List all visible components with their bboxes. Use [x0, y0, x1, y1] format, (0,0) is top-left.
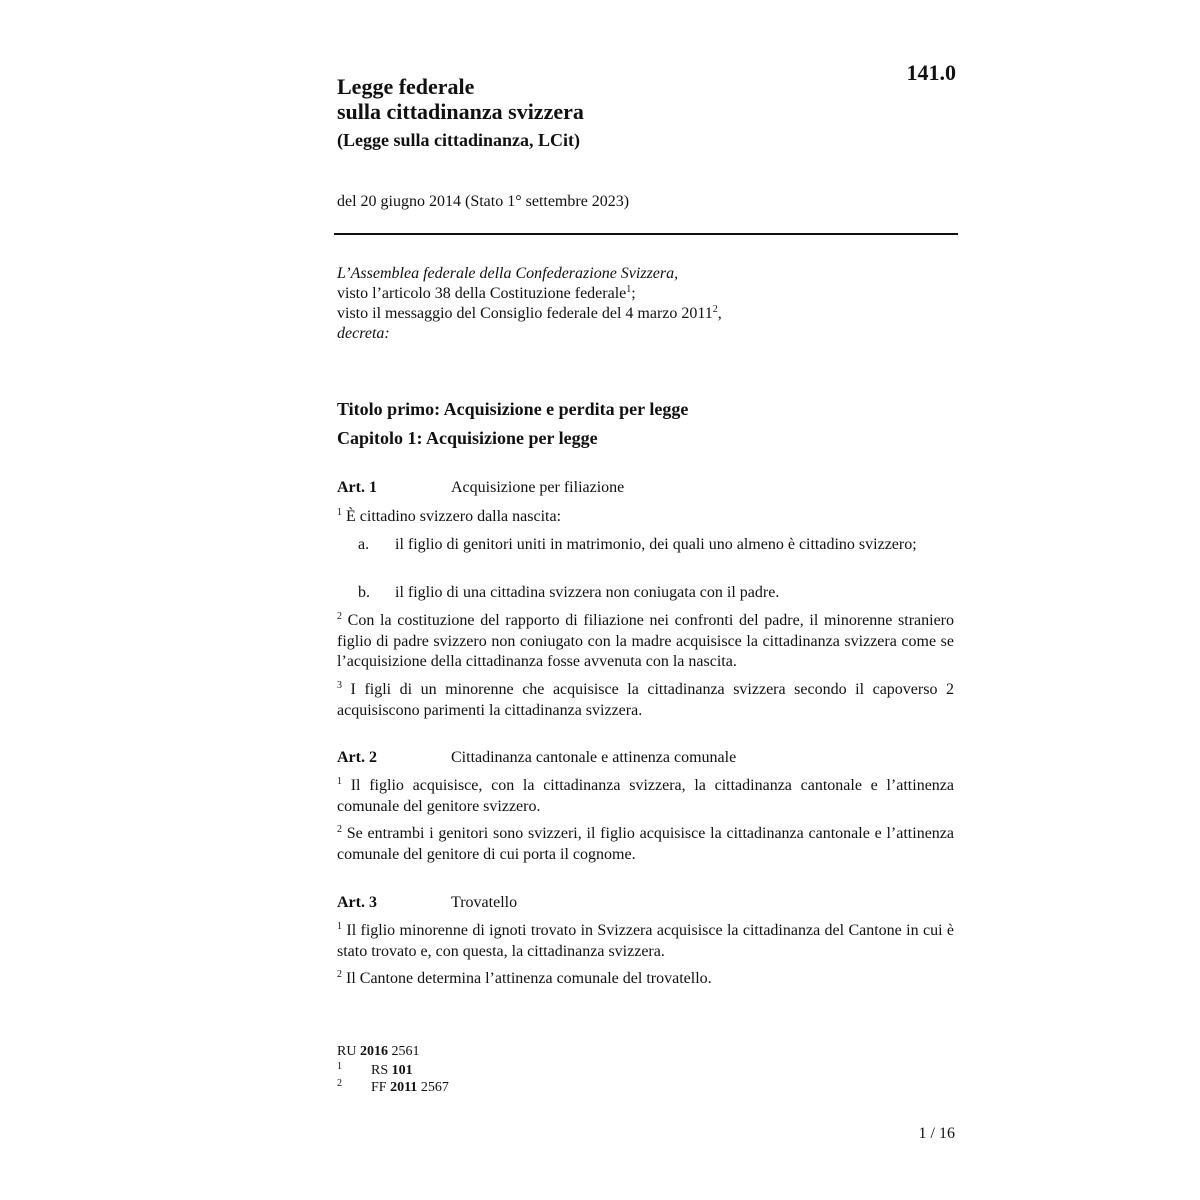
footnote-ref-2[interactable]: 2	[712, 304, 718, 315]
footnote-number: 1	[337, 1061, 342, 1072]
chapter-heading: Capitolo 1: Acquisizione per legge	[337, 428, 598, 448]
page-number: 1 / 16	[918, 1125, 955, 1142]
article-1-paragraph-2: $^2$ Con la costituzione del rapporto di filiazione nei confronti del padre, il minorenne straniero figlio di padre svizzero non coniugato con la madre acquisisce la cittadinanza svizzera come se l’acquisizione della cittadinanza fosse avvenuta con la nascita.	[337, 611, 954, 670]
preamble	[337, 264, 957, 344]
article-2-number: Art. 2	[337, 749, 377, 766]
item-label: b.	[358, 584, 370, 601]
item-label: a.	[358, 536, 370, 553]
article-2-heading: Cittadinanza cantonale e attinenza comunale	[451, 749, 737, 766]
article-2-paragraph-1: $^1$ Il figlio acquisisce, con la cittadinanza svizzera, la cittadinanza cantonale e l’attinenza comunale del genitore svizzero.	[337, 776, 954, 815]
document-subtitle: (Legge sulla cittadinanza, LCit)	[337, 130, 580, 150]
item-text: il figlio di una cittadina svizzera non coniugata con il padre.	[395, 584, 780, 601]
article-2-paragraph-2: $^2$ Se entrambi i genitori sono svizzeri, il figlio acquisisce la cittadinanza cantonale e l’attinenza comunale del genitore di cui porta il cognome.	[337, 824, 954, 863]
footnote-text: FF 2011 2567	[371, 1080, 449, 1095]
article-3-paragraph-2: $^2$ Il Cantone determina l’attinenza comunale del trovatello.	[337, 969, 712, 987]
article-1-number: Art. 1	[337, 479, 377, 496]
article-3-heading: Trovatello	[451, 894, 518, 911]
footnote-ref-1[interactable]: 1	[626, 284, 632, 295]
preamble-line-3: visto il messaggio del Consiglio federale del 4 marzo 2011$^2$,	[337, 304, 722, 322]
article-1-item-a	[358, 535, 954, 556]
document-title	[337, 74, 584, 124]
title-line-1: Legge federale	[337, 74, 475, 99]
article-1-item-b	[358, 583, 954, 604]
preamble-line-4: decreta:	[337, 325, 390, 342]
footnote-1	[337, 1062, 413, 1080]
article-1-heading: Acquisizione per filiazione	[451, 479, 625, 496]
preamble-line-2: visto l’articolo 38 della Costituzione federale$^1$;	[337, 284, 636, 302]
date-line: del 20 giugno 2014 (Stato 1° settembre 2023)	[337, 193, 630, 210]
title-heading: Titolo primo: Acquisizione e perdita per legge	[337, 399, 689, 419]
document-number: 141.0	[906, 60, 956, 85]
ru-reference: RU 2016 2561	[337, 1044, 420, 1059]
article-1-paragraph-3: $^3$ I figli di un minorenne che acquisisce la cittadinanza svizzera secondo il capoverso 2 acquisiscono parimenti la cittadinanza svizzera.	[337, 680, 954, 719]
article-3-paragraph-1: $^1$ Il figlio minorenne di ignoti trovato in Svizzera acquisisce la cittadinanza del Cantone in cui è stato trovato e, con questa, la cittadinanza svizzera.	[337, 921, 954, 960]
article-1-paragraph-1: $^1$ È cittadino svizzero dalla nascita:	[337, 507, 562, 525]
title-line-2: sulla cittadinanza svizzera	[337, 99, 584, 124]
header-divider	[334, 233, 958, 235]
preamble-line-1: L’Assemblea federale della Confederazione Svizzera,	[337, 265, 679, 282]
footnote-text: RS 101	[371, 1063, 413, 1078]
footnote-number: 2	[337, 1078, 342, 1089]
article-3-number: Art. 3	[337, 894, 377, 911]
item-text: il figlio di genitori uniti in matrimonio, dei quali uno almeno è cittadino svizzero;	[395, 536, 917, 553]
footnote-2	[337, 1079, 449, 1097]
